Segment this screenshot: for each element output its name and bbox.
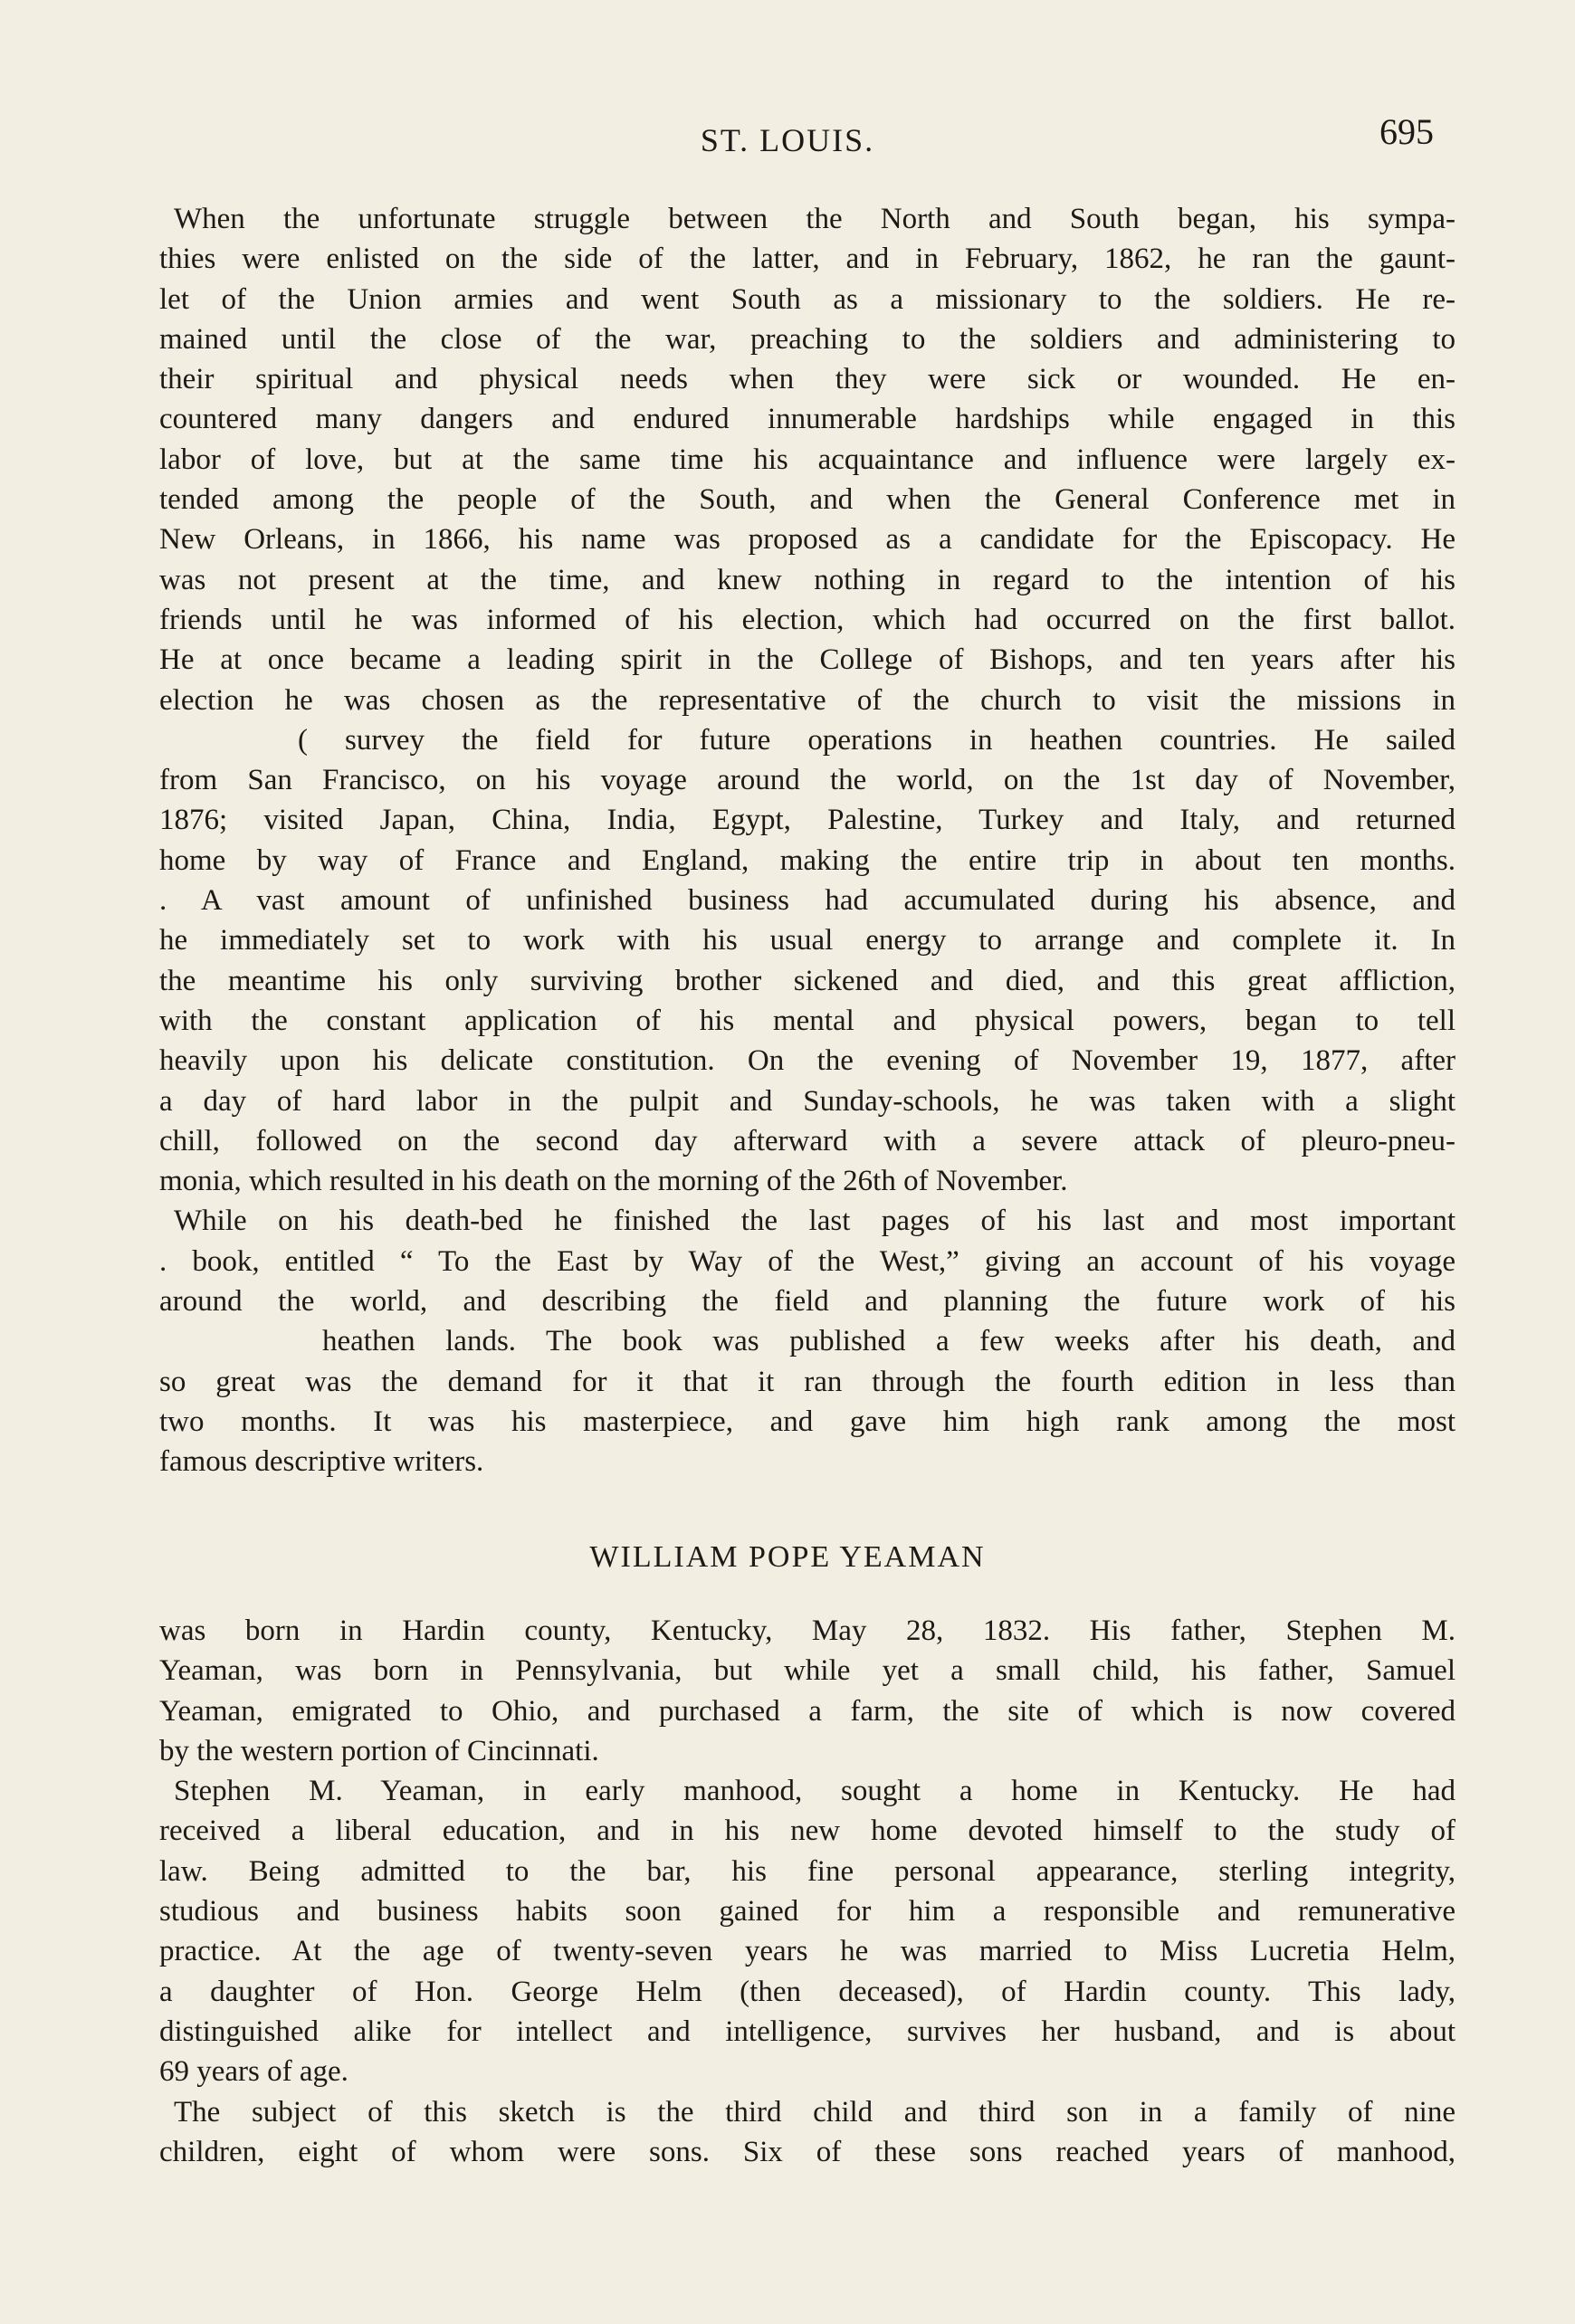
text-line: Yeaman, emigrated to Ohio, and purchased a farm, the site of which is now covered bbox=[159, 1694, 1456, 1728]
page-number: 695 bbox=[1379, 111, 1434, 152]
text-line: with the constant application of his mental and physical powers, began to tell bbox=[159, 1004, 1456, 1037]
text-line: famous descriptive writers. bbox=[159, 1445, 484, 1479]
text-line: mained until the close of the war, preaching to the soldiers and administering to bbox=[159, 322, 1456, 356]
text-line: children, eight of whom were sons. Six of these sons reached years of manhood, bbox=[159, 2135, 1456, 2168]
text-line: friends until he was informed of his election, which had occurred on the first ballot. bbox=[159, 603, 1456, 636]
text-line: New Orleans, in 1866, his name was proposed as a candidate for the Episcopacy. He bbox=[159, 523, 1456, 557]
text-line: labor of love, but at the same time his acquaintance and influence were largely ex- bbox=[159, 443, 1456, 476]
text-line: so great was the demand for it that it ran through the fourth edition in less than bbox=[159, 1365, 1456, 1398]
text-line: election he was chosen as the representative of the church to visit the missions in bbox=[159, 683, 1456, 717]
text-line: When the unfortunate struggle between the North and South began, his sympa- bbox=[174, 203, 1456, 235]
text-line: Stephen M. Yeaman, in early manhood, sought a home in Kentucky. He had bbox=[174, 1775, 1456, 1808]
text-line: was born in Hardin county, Kentucky, May 28, 1832. His father, Stephen M. bbox=[159, 1614, 1456, 1647]
text-line: thies were enlisted on the side of the latter, and in February, 1862, he ran the gaunt- bbox=[159, 243, 1456, 276]
text-line: two months. It was his masterpiece, and gave him high rank among the most bbox=[159, 1405, 1456, 1438]
text-line: distinguished alike for intellect and intelligence, survives her husband, and is about bbox=[159, 2014, 1456, 2048]
text-line: 1876; visited Japan, China, India, Egypt, Palestine, Turkey and Italy, and returned bbox=[159, 804, 1456, 837]
text-line: by the western portion of Cincinnati. bbox=[159, 1734, 599, 1767]
text-line: heavily upon his delicate constitution. On the evening of November 19, 1877, after bbox=[159, 1044, 1456, 1078]
text-line: While on his death-bed he finished the last pages of his last and most important bbox=[174, 1205, 1456, 1238]
section-2-body bbox=[159, 1611, 1456, 2172]
text-line: a day of hard labor in the pulpit and Sunday-schools, he was taken with a slight bbox=[159, 1084, 1456, 1118]
text-line: ( survey the field for future operations in heathen countries. He sailed bbox=[298, 723, 1456, 757]
text-line: countered many dangers and endured innumerable hardships while engaged in this bbox=[159, 403, 1456, 436]
section-1-body bbox=[159, 199, 1456, 1482]
text-line: received a liberal education, and in his new home devoted himself to the study of bbox=[159, 1814, 1456, 1848]
text-line: law. Being admitted to the bar, his fine personal appearance, sterling integrity, bbox=[159, 1854, 1456, 1888]
text-line: a daughter of Hon. George Helm (then deceased), of Hardin county. This lady, bbox=[159, 1975, 1456, 2008]
text-line: He at once became a leading spirit in the College of Bishops, and ten years after his bbox=[159, 643, 1456, 677]
text-line: practice. At the age of twenty-seven years he was married to Miss Lucretia Helm, bbox=[159, 1935, 1456, 1968]
text-line: tended among the people of the South, and when the General Conference met in bbox=[159, 483, 1456, 517]
text-line: . book, entitled “ To the East by Way of the West,” giving an account of his voyage bbox=[159, 1244, 1456, 1278]
text-line: was not present at the time, and knew nothing in regard to the intention of his bbox=[159, 563, 1456, 596]
text-line: let of the Union armies and went South as a missionary to the soldiers. He re- bbox=[159, 282, 1456, 316]
text-line: Yeaman, was born in Pennsylvania, but while yet a small child, his father, Samuel bbox=[159, 1654, 1456, 1688]
text-line: The subject of this sketch is the third child and third son in a family of nine bbox=[174, 2095, 1456, 2129]
text-line: around the world, and describing the field and planning the future work of his bbox=[159, 1285, 1456, 1319]
text-line: home by way of France and England, making the entire trip in about ten months. bbox=[159, 843, 1456, 877]
text-line: he immediately set to work with his usual energy to arrange and complete it. In bbox=[159, 924, 1456, 957]
text-line: heathen lands. The book was published a few weeks after his death, and bbox=[322, 1325, 1456, 1358]
text-line: 69 years of age. bbox=[159, 2055, 348, 2089]
text-line: their spiritual and physical needs when they were sick or wounded. He en- bbox=[159, 363, 1456, 396]
text-line: from San Francisco, on his voyage around the world, on the 1st day of November, bbox=[159, 764, 1456, 797]
text-line: . A vast amount of unfinished business had accumulated during his absence, and bbox=[159, 884, 1456, 918]
text-line: monia, which resulted in his death on the morning of the 26th of November. bbox=[159, 1165, 1068, 1198]
text-line: chill, followed on the second day afterward with a severe attack of pleuro-pneu- bbox=[159, 1124, 1456, 1157]
text-line: the meantime his only surviving brother sickened and died, and this great affliction, bbox=[159, 964, 1456, 997]
text-line: studious and business habits soon gained for him a responsible and remunerative bbox=[159, 1895, 1456, 1929]
section-heading: WILLIAM POPE YEAMAN bbox=[589, 1540, 986, 1574]
running-title: ST. LOUIS. bbox=[700, 122, 875, 158]
